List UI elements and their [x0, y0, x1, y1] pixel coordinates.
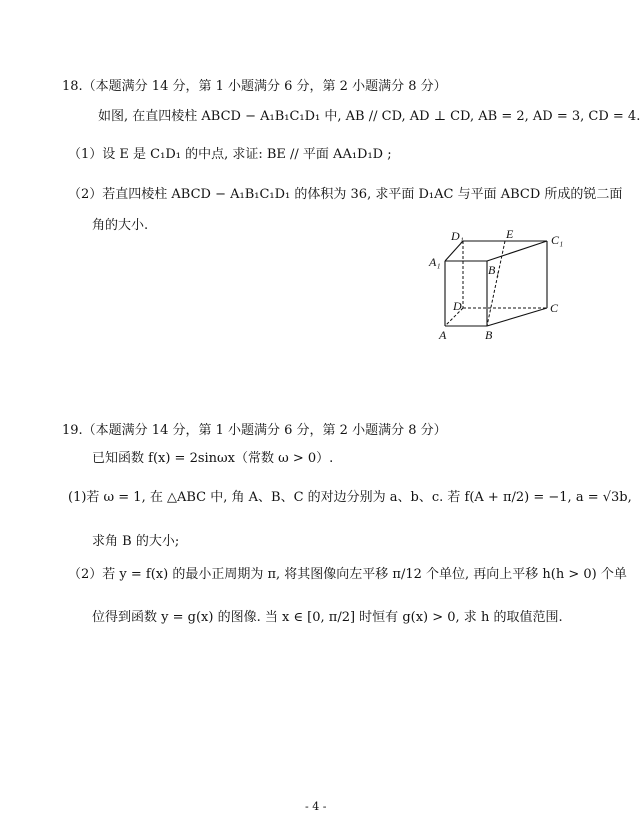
problem18-stem: 如图, 在直四棱柱 ABCD − A₁B₁C₁D₁ 中, AB // CD, AD ⊥ CD, AB = 2, AD = 3, CD = 4.: [98, 109, 641, 124]
label-D1: D₁: [451, 229, 464, 243]
problem19-question1-line1: (1)若 ω = 1, 在 △ABC 中, 角 A、B、C 的对边分别为 a、b、c. 若 f(A + π/2) = −1, a = √3b,: [68, 490, 632, 505]
edge-D1A1: [445, 241, 463, 261]
page-number: - 4 -: [305, 800, 327, 813]
edge-B1C1: [487, 241, 547, 261]
label-C: C: [550, 301, 559, 315]
problem18-header: 18.（本题满分 14 分，第 1 小题满分 6 分，第 2 小题满分 8 分）: [62, 79, 447, 94]
label-E: E: [506, 228, 514, 241]
label-A1: A₁: [429, 255, 441, 269]
label-B: B: [485, 328, 493, 342]
label-C1: C₁: [551, 233, 564, 247]
prism-figure: [425, 228, 575, 346]
label-A: A: [439, 328, 447, 342]
problem19-question1-line2: 求角 B 的大小;: [92, 534, 180, 549]
problem19-question2-line1: （2）若 y = f(x) 的最小正周期为 π, 将其图像向左平移 π/12 个单位, 再向上平移 h(h > 0) 个单: [68, 567, 627, 582]
problem19-stem: 已知函数 f(x) = 2sinωx（常数 ω > 0）.: [92, 451, 334, 466]
problem18-question2-line2: 角的大小.: [92, 218, 149, 233]
problem18-question1: （1）设 E 是 C₁D₁ 的中点, 求证: BE // 平面 AA₁D₁D ;: [68, 147, 392, 162]
label-B1: B₁: [488, 263, 500, 277]
segment-BE-hidden: [487, 241, 505, 326]
problem18-question2-line1: （2）若直四棱柱 ABCD − A₁B₁C₁D₁ 的体积为 36, 求平面 D₁AC 与平面 ABCD 所成的锐二面: [68, 187, 623, 202]
edge-BC: [487, 308, 547, 326]
label-D: D: [453, 299, 462, 313]
problem19-question2-line2: 位得到函数 y = g(x) 的图像. 当 x ∈ [0, π/2] 时恒有 g(x) > 0, 求 h 的取值范围.: [92, 610, 563, 625]
problem19-header: 19.（本题满分 14 分，第 1 小题满分 6 分，第 2 小题满分 8 分）: [62, 423, 447, 438]
